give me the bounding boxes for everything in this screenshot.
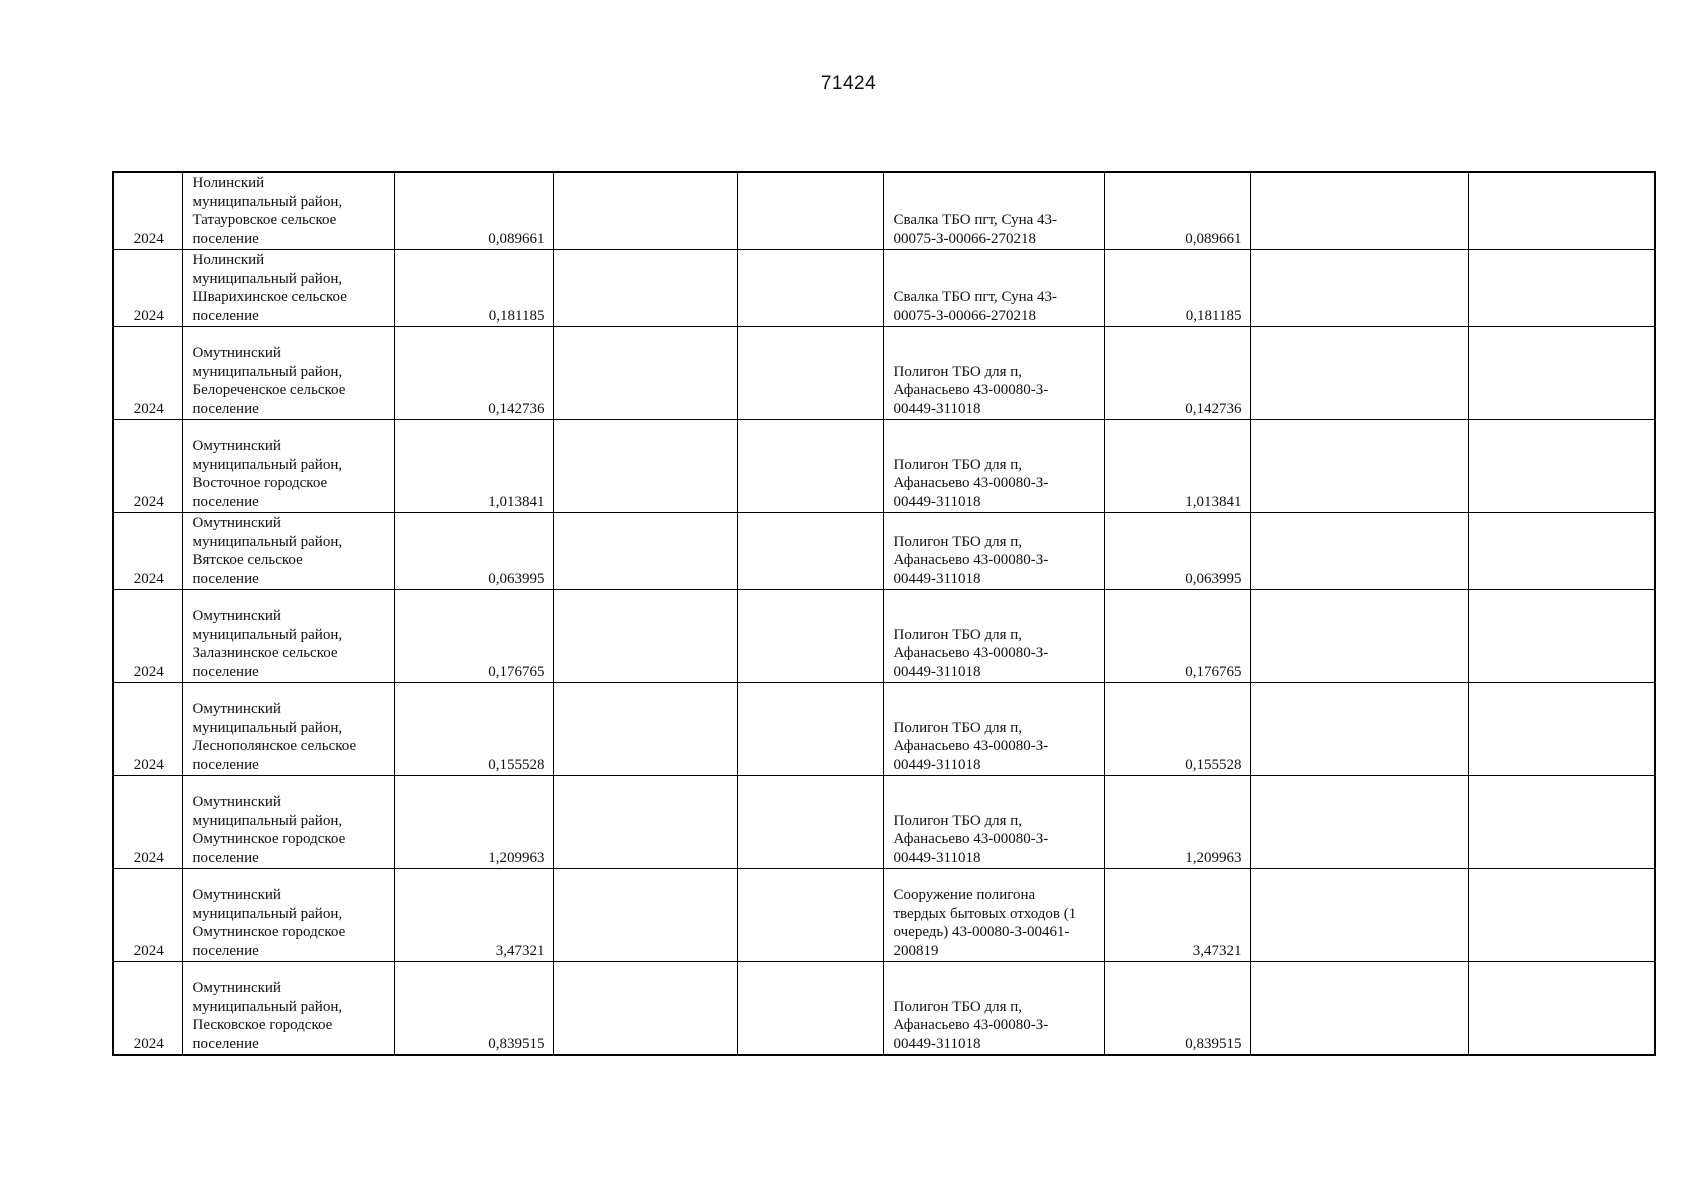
facility-line: Свалка ТБО пгт, Суна 43-	[893, 212, 1058, 228]
settlement-line: Омутнинский	[192, 980, 281, 996]
empty-cell	[737, 869, 883, 962]
empty-cell	[553, 776, 737, 869]
facility-line: Афанасьево 43-00080-З-	[893, 382, 1049, 398]
settlement-line: Белореченское сельское	[192, 382, 346, 398]
facility-cell	[883, 513, 1104, 590]
empty-cell	[737, 420, 883, 513]
empty-cell	[1250, 250, 1468, 327]
settlement-line: Омутнинский	[192, 515, 281, 531]
settlement-line: поселение	[192, 756, 259, 773]
facility-line: 00449-311018	[893, 493, 981, 510]
settlement-line: поселение	[192, 849, 259, 866]
table-row	[113, 513, 1655, 590]
table-row	[113, 590, 1655, 683]
volume-cell: 0,839515	[394, 962, 553, 1056]
year-cell: 2024	[113, 513, 182, 590]
empty-cell	[1250, 683, 1468, 776]
empty-cell	[1468, 962, 1655, 1056]
volume-cell: 0,063995	[394, 513, 553, 590]
year-cell: 2024	[113, 420, 182, 513]
page-number: 71424	[820, 73, 877, 94]
volume-cell: 3,47321	[394, 869, 553, 962]
facility-cell	[883, 590, 1104, 683]
facility-volume-cell: 0,839515	[1104, 962, 1250, 1056]
volume-cell: 0,181185	[394, 250, 553, 327]
facility-cell	[883, 869, 1104, 962]
settlement-cell	[182, 172, 394, 250]
settlement-line: муниципальный район,	[192, 905, 343, 922]
empty-cell	[1250, 962, 1468, 1056]
facility-line: 00449-311018	[893, 570, 981, 587]
facility-volume-cell: 0,142736	[1104, 327, 1250, 420]
empty-cell	[737, 513, 883, 590]
empty-cell	[1250, 776, 1468, 869]
facility-line: 00449-311018	[893, 663, 981, 680]
settlement-line: Восточное городское	[192, 475, 328, 491]
settlement-line: Шварихинское сельское	[192, 289, 347, 305]
settlement-cell	[182, 327, 394, 420]
facility-line: Афанасьево 43-00080-З-	[893, 1017, 1049, 1033]
facility-line: Афанасьево 43-00080-З-	[893, 645, 1049, 661]
facility-line: 00075-З-00066-270218	[893, 230, 1036, 247]
empty-cell	[553, 250, 737, 327]
settlement-line: муниципальный район,	[192, 719, 343, 736]
facility-line: Полигон ТБО для п,	[893, 533, 1023, 550]
settlement-cell	[182, 420, 394, 513]
empty-cell	[553, 869, 737, 962]
settlement-line: поселение	[192, 1035, 259, 1052]
volume-cell: 0,155528	[394, 683, 553, 776]
empty-cell	[553, 590, 737, 683]
settlement-line: Татауровское сельское	[192, 212, 337, 228]
facility-line: очередь) 43-00080-З-00461-	[893, 924, 1070, 940]
year-cell: 2024	[113, 962, 182, 1056]
facility-line: Полигон ТБО для п,	[893, 456, 1023, 473]
table-row	[113, 172, 1655, 250]
facility-cell	[883, 420, 1104, 513]
settlement-cell	[182, 513, 394, 590]
table-row	[113, 250, 1655, 327]
volume-cell: 1,013841	[394, 420, 553, 513]
facility-line: 00449-311018	[893, 756, 981, 773]
empty-cell	[1468, 683, 1655, 776]
settlement-line: поселение	[192, 307, 259, 324]
facility-cell	[883, 683, 1104, 776]
volume-cell: 1,209963	[394, 776, 553, 869]
facility-volume-cell: 0,155528	[1104, 683, 1250, 776]
facility-cell	[883, 250, 1104, 327]
year-cell: 2024	[113, 327, 182, 420]
settlement-line: Омутнинский	[192, 345, 281, 361]
facility-volume-cell: 1,209963	[1104, 776, 1250, 869]
table-row	[113, 420, 1655, 513]
empty-cell	[553, 962, 737, 1056]
year-cell: 2024	[113, 172, 182, 250]
facility-line: Свалка ТБО пгт, Суна 43-	[893, 289, 1058, 305]
settlement-cell	[182, 250, 394, 327]
year-cell: 2024	[113, 776, 182, 869]
settlement-cell	[182, 962, 394, 1056]
empty-cell	[1468, 776, 1655, 869]
facility-line: Полигон ТБО для п,	[893, 363, 1023, 380]
settlement-line: поселение	[192, 400, 259, 417]
settlement-line: муниципальный район,	[192, 812, 343, 829]
empty-cell	[553, 513, 737, 590]
settlement-line: Омутнинский	[192, 608, 281, 624]
empty-cell	[1250, 869, 1468, 962]
empty-cell	[1250, 590, 1468, 683]
empty-cell	[1468, 590, 1655, 683]
volume-cell: 0,176765	[394, 590, 553, 683]
empty-cell	[1250, 420, 1468, 513]
settlement-line: муниципальный район,	[192, 533, 343, 550]
settlement-line: поселение	[192, 663, 259, 680]
settlement-line: Вятское сельское	[192, 552, 303, 568]
settlement-line: муниципальный район,	[192, 626, 343, 643]
facility-volume-cell: 0,063995	[1104, 513, 1250, 590]
empty-cell	[737, 327, 883, 420]
volume-cell: 0,089661	[394, 172, 553, 250]
facility-line: Афанасьево 43-00080-З-	[893, 475, 1049, 491]
facility-line: Афанасьево 43-00080-З-	[893, 552, 1049, 568]
settlement-line: Омутнинский	[192, 794, 281, 810]
empty-cell	[1250, 327, 1468, 420]
empty-cell	[1468, 250, 1655, 327]
settlement-cell	[182, 776, 394, 869]
empty-cell	[737, 250, 883, 327]
facility-cell	[883, 962, 1104, 1056]
empty-cell	[1468, 420, 1655, 513]
facility-line: Сооружение полигона	[893, 887, 1036, 903]
settlement-cell	[182, 683, 394, 776]
settlement-line: муниципальный район,	[192, 270, 343, 287]
facility-volume-cell: 0,176765	[1104, 590, 1250, 683]
volume-cell: 0,142736	[394, 327, 553, 420]
table-row	[113, 327, 1655, 420]
table-row	[113, 869, 1655, 962]
settlement-line: муниципальный район,	[192, 363, 343, 380]
facility-line: 00449-311018	[893, 400, 981, 417]
settlement-line: муниципальный район,	[192, 456, 343, 473]
facility-line: 200819	[893, 942, 939, 959]
facility-line: 00075-З-00066-270218	[893, 307, 1036, 324]
settlement-line: Нолинский	[192, 252, 265, 268]
empty-cell	[553, 683, 737, 776]
facility-line: твердых бытовых отходов (1	[893, 905, 1077, 922]
waste-volume-table	[112, 171, 1656, 1056]
settlement-line: Нолинский	[192, 175, 265, 191]
empty-cell	[1468, 513, 1655, 590]
settlement-line: Залазнинское сельское	[192, 645, 338, 661]
empty-cell	[737, 590, 883, 683]
empty-cell	[553, 172, 737, 250]
empty-cell	[737, 776, 883, 869]
settlement-cell	[182, 590, 394, 683]
empty-cell	[553, 327, 737, 420]
table-row	[113, 776, 1655, 869]
table-body	[113, 172, 1655, 1055]
settlement-line: Омутнинское городское	[192, 831, 346, 847]
facility-line: Полигон ТБО для п,	[893, 998, 1023, 1015]
empty-cell	[553, 420, 737, 513]
settlement-line: Песковское городское	[192, 1017, 333, 1033]
facility-cell	[883, 776, 1104, 869]
empty-cell	[737, 172, 883, 250]
table-row	[113, 962, 1655, 1056]
year-cell: 2024	[113, 590, 182, 683]
settlement-line: муниципальный район,	[192, 998, 343, 1015]
facility-line: Полигон ТБО для п,	[893, 812, 1023, 829]
facility-line: Афанасьево 43-00080-З-	[893, 831, 1049, 847]
facility-line: Полигон ТБО для п,	[893, 719, 1023, 736]
empty-cell	[1250, 172, 1468, 250]
year-cell: 2024	[113, 250, 182, 327]
settlement-line: Омутнинский	[192, 887, 281, 903]
facility-line: Афанасьево 43-00080-З-	[893, 738, 1049, 754]
facility-cell	[883, 172, 1104, 250]
empty-cell	[1468, 172, 1655, 250]
settlement-line: поселение	[192, 493, 259, 510]
settlement-line: поселение	[192, 942, 259, 959]
facility-volume-cell: 0,181185	[1104, 250, 1250, 327]
settlement-line: поселение	[192, 230, 259, 247]
year-cell: 2024	[113, 683, 182, 776]
facility-line: 00449-311018	[893, 849, 981, 866]
facility-line: Полигон ТБО для п,	[893, 626, 1023, 643]
empty-cell	[1250, 513, 1468, 590]
facility-volume-cell: 3,47321	[1104, 869, 1250, 962]
empty-cell	[1468, 327, 1655, 420]
facility-volume-cell: 0,089661	[1104, 172, 1250, 250]
settlement-cell	[182, 869, 394, 962]
settlement-line: Омутнинское городское	[192, 924, 346, 940]
settlement-line: Леснополянское сельское	[192, 738, 357, 754]
settlement-line: Омутнинский	[192, 701, 281, 717]
empty-cell	[1468, 869, 1655, 962]
settlement-line: муниципальный район,	[192, 193, 343, 210]
facility-cell	[883, 327, 1104, 420]
settlement-line: Омутнинский	[192, 438, 281, 454]
facility-volume-cell: 1,013841	[1104, 420, 1250, 513]
facility-line: 00449-311018	[893, 1035, 981, 1052]
table-row	[113, 683, 1655, 776]
settlement-line: поселение	[192, 570, 259, 587]
year-cell: 2024	[113, 869, 182, 962]
empty-cell	[737, 683, 883, 776]
empty-cell	[737, 962, 883, 1056]
